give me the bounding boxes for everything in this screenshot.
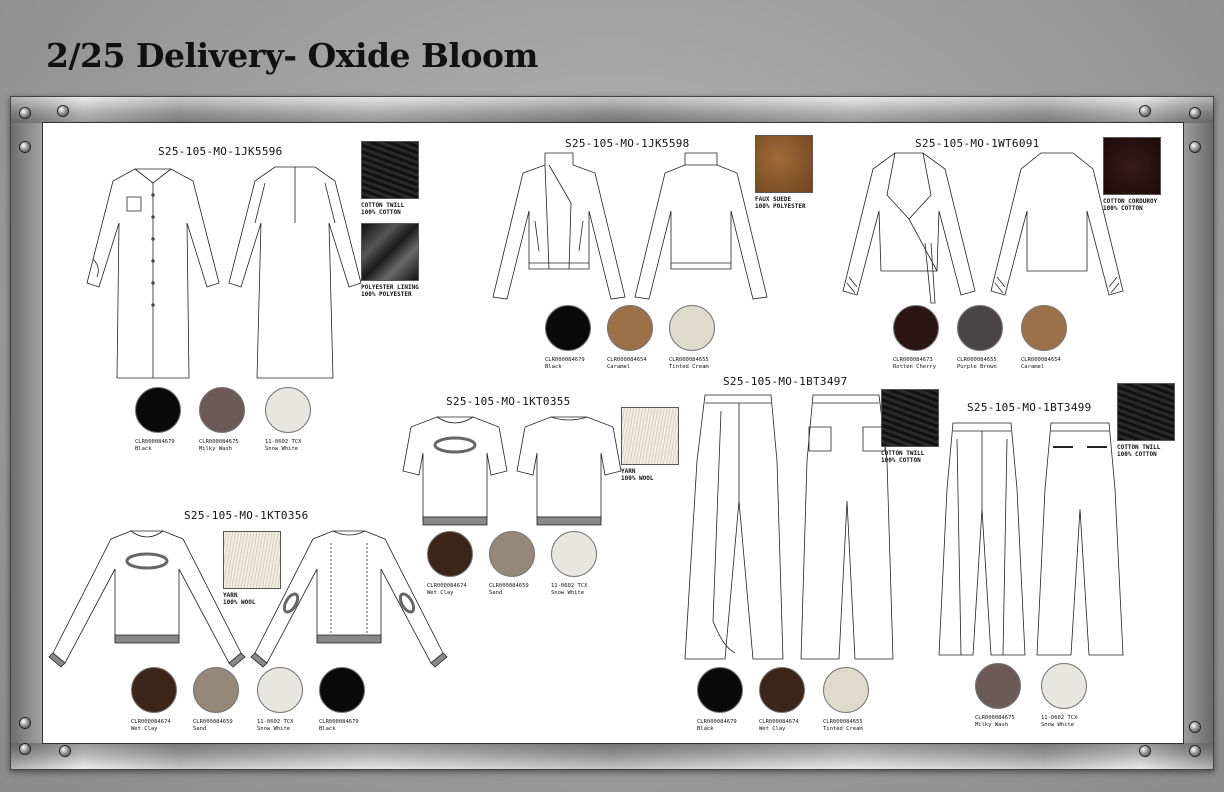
color-swatch — [669, 305, 715, 351]
color-code: CLR000084679 — [697, 719, 737, 725]
color-swatch — [257, 667, 303, 713]
fabric-name: COTTON TWILL — [1117, 444, 1161, 451]
color-name: Black — [697, 726, 714, 732]
fabric-name: FAUX SUEDE — [755, 196, 792, 203]
color-swatch — [607, 305, 653, 351]
color-swatch — [1021, 305, 1067, 351]
color-code: CLR000084659 — [193, 719, 233, 725]
color-name: Milky Wash — [975, 722, 1009, 728]
style-sku: S25-105-MO-1JK5598 — [565, 137, 690, 150]
color-code: 11-0602 TCX — [257, 719, 294, 725]
color-swatch — [893, 305, 939, 351]
color-swatch — [489, 531, 535, 577]
color-name: Black — [545, 364, 562, 370]
fabric-swatch — [361, 141, 419, 199]
fabric-swatch — [1103, 137, 1161, 195]
color-code: 11-0602 TCX — [265, 439, 302, 445]
fabric-swatch — [755, 135, 813, 193]
color-name: Wet Clay — [131, 726, 158, 732]
color-swatch — [697, 667, 743, 713]
shirt-dress-front-sketch — [83, 163, 223, 383]
color-name: Black — [135, 446, 152, 452]
shirt-dress-back-sketch — [225, 163, 365, 383]
color-code: CLR000084655 — [957, 357, 997, 363]
wrap-jacket-front-sketch — [839, 151, 979, 303]
fabric-name: COTTON TWILL — [881, 450, 925, 457]
style-sku: S25-105-MO-1JK5596 — [158, 145, 283, 158]
color-code: 11-0602 TCX — [1041, 715, 1078, 721]
color-name: Sand — [193, 726, 207, 732]
color-swatch — [199, 387, 245, 433]
color-swatch — [551, 531, 597, 577]
line-sheet-board — [42, 122, 1184, 744]
screw-icon — [20, 744, 30, 754]
color-name: Snow White — [257, 726, 291, 732]
moto-jacket-front-sketch — [489, 151, 629, 303]
knit-tee-front-sketch — [401, 413, 509, 527]
color-swatch — [759, 667, 805, 713]
fabric-content: 100% WOOL — [223, 599, 256, 606]
screw-icon — [1190, 142, 1200, 152]
screw-icon — [20, 108, 30, 118]
color-name: Milky Wash — [199, 446, 233, 452]
fabric-swatch — [361, 223, 419, 281]
color-name: Sand — [489, 590, 503, 596]
color-name: Snow White — [551, 590, 585, 596]
style-sku: S25-105-MO-1WT6091 — [915, 137, 1040, 150]
screw-icon — [20, 142, 30, 152]
color-code: CLR000084654 — [607, 357, 647, 363]
color-swatch — [545, 305, 591, 351]
screw-icon — [1190, 722, 1200, 732]
flare-trousers-front-sketch — [935, 419, 1029, 659]
fabric-swatch — [881, 389, 939, 447]
style-sku: S25-105-MO-1BT3497 — [723, 375, 848, 388]
color-name: Rotten Cherry — [893, 364, 937, 370]
color-name: Wet Clay — [427, 590, 454, 596]
color-code: CLR000084679 — [545, 357, 585, 363]
fabric-content: 100% COTTON — [1117, 451, 1157, 458]
color-code: CLR000084654 — [1021, 357, 1061, 363]
sweater-front-sketch — [49, 529, 245, 669]
color-name: Snow White — [1041, 722, 1075, 728]
screw-icon — [1190, 746, 1200, 756]
fabric-swatch — [223, 531, 281, 589]
screw-icon — [58, 106, 68, 116]
color-code: CLR000084675 — [199, 439, 239, 445]
curved-pants-front-sketch — [683, 391, 793, 663]
color-name: Purple Brown — [957, 364, 997, 370]
color-code: CLR000084674 — [131, 719, 171, 725]
color-swatch — [131, 667, 177, 713]
page-title: 2/25 Delivery- Oxide Bloom — [46, 36, 538, 75]
style-sku: S25-105-MO-1BT3499 — [967, 401, 1092, 414]
fabric-content: 100% COTTON — [361, 209, 401, 216]
fabric-swatch — [621, 407, 679, 465]
fabric-name: POLYESTER LINING — [361, 284, 419, 291]
screw-icon — [1190, 108, 1200, 118]
style-sku: S25-105-MO-1KT0355 — [446, 395, 571, 408]
fabric-name: YARN — [621, 468, 636, 475]
fabric-name: YARN — [223, 592, 238, 599]
color-name: Snow White — [265, 446, 299, 452]
fabric-name: COTTON CORDUROY — [1103, 198, 1158, 205]
color-code: CLR000084673 — [893, 357, 933, 363]
color-swatch — [957, 305, 1003, 351]
color-swatch — [135, 387, 181, 433]
fabric-content: 100% COTTON — [1103, 205, 1143, 212]
color-code: CLR000084674 — [427, 583, 467, 589]
fabric-content: 100% POLYESTER — [755, 203, 806, 210]
color-name: Tinted Cream — [823, 726, 863, 732]
fabric-swatch — [1117, 383, 1175, 441]
color-name: Caramel — [607, 364, 631, 370]
color-code: CLR000084679 — [319, 719, 359, 725]
color-swatch — [193, 667, 239, 713]
color-swatch — [265, 387, 311, 433]
color-swatch — [1041, 663, 1087, 709]
screw-icon — [1140, 746, 1150, 756]
color-name: Tinted Cream — [669, 364, 709, 370]
fabric-name: COTTON TWILL — [361, 202, 405, 209]
screw-icon — [20, 718, 30, 728]
moto-jacket-back-sketch — [631, 151, 771, 303]
color-swatch — [319, 667, 365, 713]
fabric-content: 100% WOOL — [621, 475, 654, 482]
screw-icon — [60, 746, 70, 756]
flare-trousers-back-sketch — [1033, 419, 1127, 659]
color-code: CLR000084655 — [669, 357, 709, 363]
color-name: Caramel — [1021, 364, 1045, 370]
color-name: Black — [319, 726, 336, 732]
color-code: CLR000084679 — [135, 439, 175, 445]
color-code: CLR000084655 — [823, 719, 863, 725]
style-sku: S25-105-MO-1KT0356 — [184, 509, 309, 522]
color-swatch — [823, 667, 869, 713]
fabric-content: 100% COTTON — [881, 457, 921, 464]
color-code: CLR000084675 — [975, 715, 1015, 721]
screw-icon — [1140, 106, 1150, 116]
color-swatch — [975, 663, 1021, 709]
fabric-content: 100% POLYESTER — [361, 291, 412, 298]
color-code: CLR000084659 — [489, 583, 529, 589]
knit-tee-back-sketch — [515, 413, 623, 527]
color-code: 11-0602 TCX — [551, 583, 588, 589]
color-name: Wet Clay — [759, 726, 786, 732]
color-code: CLR000084674 — [759, 719, 799, 725]
